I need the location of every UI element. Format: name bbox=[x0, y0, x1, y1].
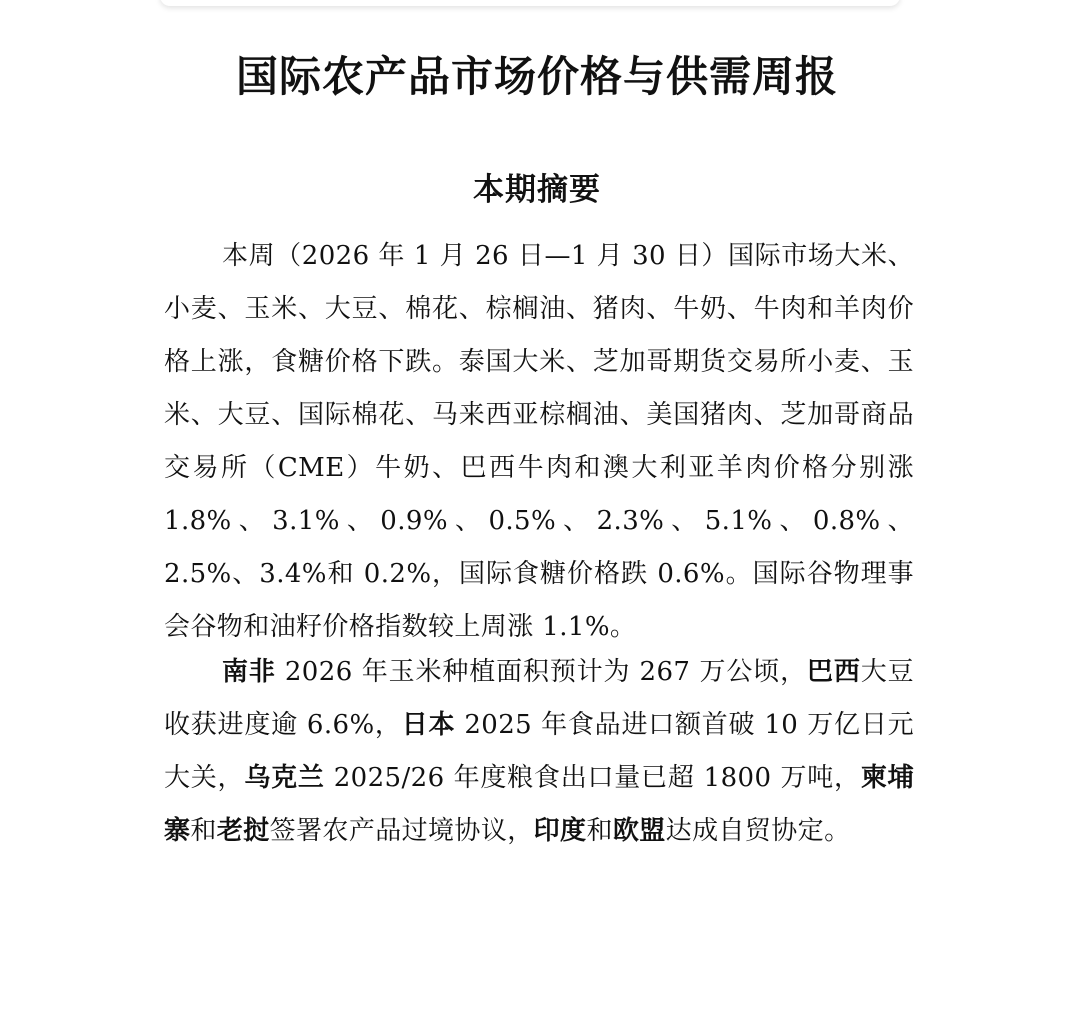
section-title: 本期摘要 bbox=[473, 172, 601, 208]
document-title: 国际农产品市场价格与供需周报 bbox=[235, 52, 838, 101]
summary-paragraph-supply-demand bbox=[164, 646, 914, 858]
conjunction-and-2: 和 bbox=[586, 816, 613, 846]
summary-paragraph-prices: 本周（2026 年 1 月 26 日—1 月 30 日）国际市场大米、小麦、玉米、大豆、棉花、棕榈油、猪肉、牛奶、牛肉和羊肉价格上涨，食糖价格下跌。泰国大米、芝加哥期货交易所小麦、玉米、大豆、国际棉花、马来西亚棕榈油、美国猪肉、芝加哥商品交易所（CME）牛奶、巴西牛肉和澳大利亚羊肉价格分别涨 1.8%、3.1%、0.9%、0.5%、2.3%、5.1%、0.8%、2.5%、3.4%和 0.2%，国际食糖价格跌 0.6%。国际谷物理事会谷物和油籽价格指数较上周涨 1.1%。 bbox=[164, 241, 914, 642]
country-japan: 日本 bbox=[401, 710, 456, 740]
text-brazil: 大豆收获进度逾 6.6%， bbox=[164, 657, 914, 740]
text-south-africa: 2026 年玉米种植面积预计为 267 万公顷， bbox=[275, 657, 807, 687]
region-eu: 欧盟 bbox=[612, 816, 666, 846]
text-japan: 2025 年食品进口额首破 10 万亿日元大关， bbox=[164, 710, 914, 793]
country-ukraine: 乌克兰 bbox=[244, 763, 325, 793]
country-brazil: 巴西 bbox=[806, 657, 861, 687]
conjunction-and-1: 和 bbox=[190, 816, 217, 846]
text-cambodia-laos: 签署农产品过境协议， bbox=[269, 816, 534, 846]
text-ukraine: 2025/26 年度粮食出口量已超 1800 万吨， bbox=[324, 763, 861, 793]
country-cambodia: 柬埔寨 bbox=[164, 763, 914, 846]
country-laos: 老挝 bbox=[216, 816, 270, 846]
country-india: 印度 bbox=[533, 816, 587, 846]
country-south-africa: 南非 bbox=[222, 657, 276, 687]
text-india-eu: 达成自贸协定。 bbox=[665, 816, 851, 846]
page-top-edge bbox=[160, 0, 900, 6]
